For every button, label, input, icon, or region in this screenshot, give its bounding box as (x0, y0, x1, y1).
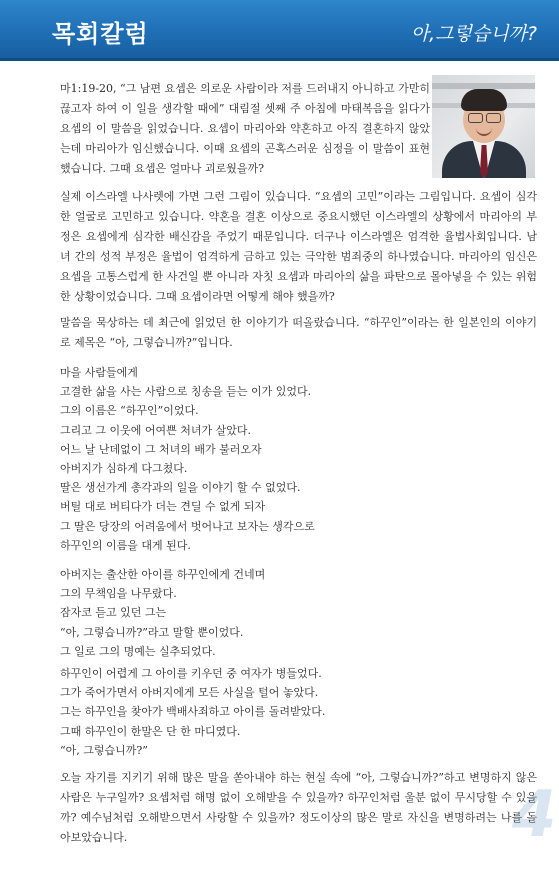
column-title: 목회칼럼 (52, 20, 149, 48)
header-divider (0, 58, 559, 61)
story-stanza: 아버지는 출산한 아이를 하꾸인에게 건네며 그의 무책임을 나무랐다. 잠자코 듣고 있던 그는 “아, 그렇습니까?”라고 말할 뿐이었다. 그 일로 그의 명예는 실추되었다. (60, 568, 266, 658)
column-header (0, 0, 559, 58)
story-stanza: 하꾸인이 어렵게 그 아이를 키우던 중 여자가 병들었다. 그가 죽어가면서 아버지에게 모든 사실을 털어 놓았다. 그는 하꾸인을 찾아가 백배사죄하고 아이를 돌려받았다. 그때 하꾸인이 한말은 단 한 마디였다. “아, 그렇습니까?” (60, 667, 326, 757)
story-stanza: 마을 사람들에게 고결한 삶을 사는 사람으로 칭송을 듣는 이가 있었다. 그의 이름은 “하꾸인”이었다. 그리고 그 이웃에 어여쁜 처녀가 살았다. 어느 날 난데없이 그 처녀의 배가 불러오자 아버지가 심하게 다그쳤다. 딸은 생선가게 총각과의 일을 이야기 할 수 없었다. 버틸 대로 버티다가 더는 견딜 수 없게 되자 그 딸은 당장의 어려움에서 벗어나고 보자는 생각으로 하꾸인의 이름을 대게 된다. (60, 366, 315, 552)
column-subtitle: 아,그렇습니까? (410, 23, 537, 45)
page-number: 4 (512, 778, 557, 852)
context-paragraph: 실제 이스라엘 나사렛에 가면 그런 그림이 있습니다. “요셉의 고민”이라는 그림입니다. 요셉이 심각한 얼굴로 고민하고 있습니다. 약혼을 결혼 이상으로 중요시했던 이스라엘의 상황에서 마리아의 부정은 요셉에게 심각한 배신감을 주었기 때문입니다. 더구나 이스라엘은 엄격한 율법사회입니다. 남녀 간의 성적 부정은 율법이 엄격하게 금하고 있는 극악한 범죄중의 하나였습니다. 마리아의 임신은 요셉을 고통스럽게 한 사건일 뿐 아니라 자칫 요셉과 마리아의 삶을 파탄으로 몰아넣을 수 있는 위험한 상황이었습니다. 그때 요셉이라면 어떻게 해야 했을까? (60, 190, 537, 303)
story-intro-paragraph: 말씀을 묵상하는 데 최근에 읽었던 한 이야기가 떠올랐습니다. “하꾸인”이라는 한 일본인의 이야기로 제목은 “아, 그렇습니까?”입니다. (60, 316, 537, 349)
intro-paragraph: 마1:19-20, “그 남편 요셉은 의로운 사람이라 저를 드러내지 아니하고 가만히 끊고자 하여 이 일을 생각할 때에” 대림절 셋째 주 아침에 마태복음을 읽다가 요셉의 이 말씀을 읽었습니다. 요셉이 마리아와 약혼하고 아직 결혼하지 않았는데 마리아가 임신했습니다. 이때 요셉의 곤혹스러운 심정을 이 말씀이 표현했습니다. 그때 요셉은 얼마나 괴로웠을까? (60, 82, 430, 175)
closing-paragraph: 오늘 자기를 지키기 위해 많은 말을 쏟아내야 하는 현실 속에 “아, 그렇습니까?”하고 변명하지 않은 사람은 누구일까? 요셉처럼 해명 없이 오해받을 수 있을까? 하꾸인처럼 울분 없이 무시당할 수 있을까? 예수님처럼 오해받으면서 사랑할 수 있을까? 정도이상의 많은 말로 자신을 변명하려는 나를 돌아보았습니다. (60, 771, 537, 844)
author-photo (432, 75, 535, 178)
